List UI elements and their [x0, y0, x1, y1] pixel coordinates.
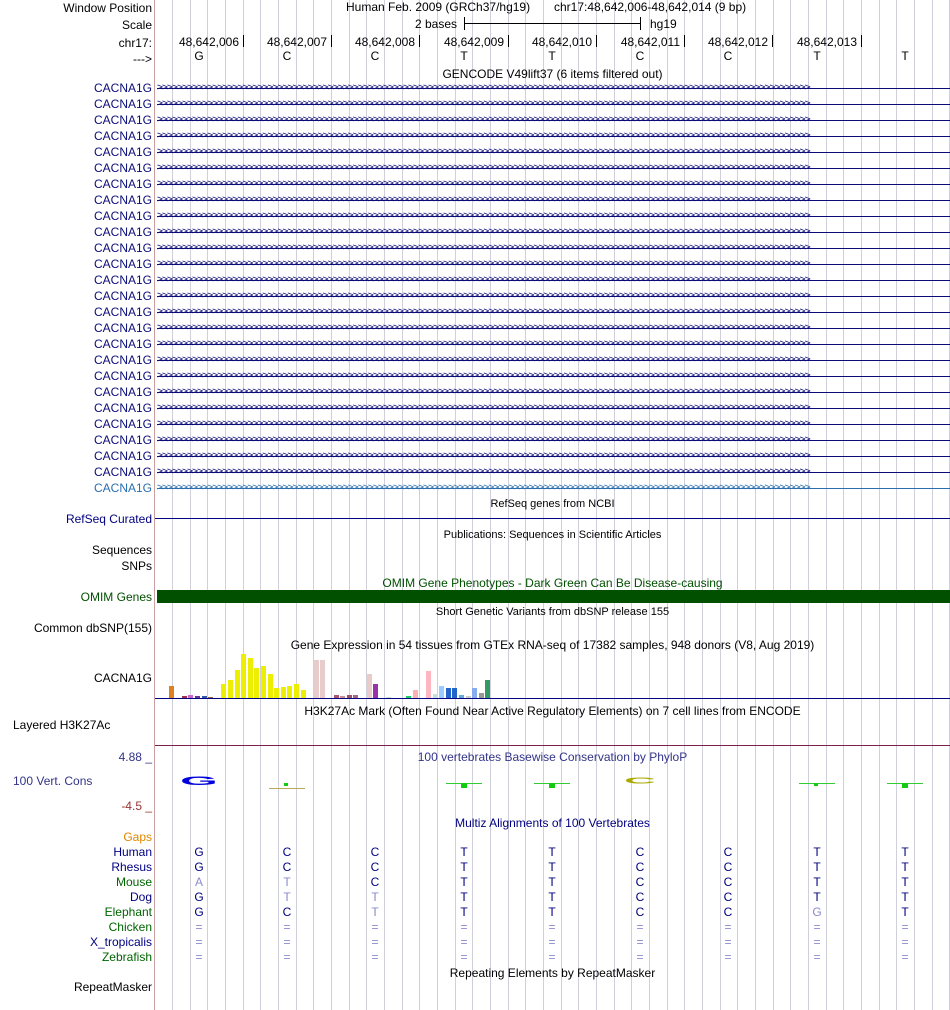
transcript-label[interactable]: CACNA1G: [93, 241, 152, 255]
transcript-strand-arrows: >>>>>>>>>>>>>>>>>>>>>>>>>>>>>>>>>>>>>>>>>>>>>>>>>>>>>>>>>>>>>>>>>>>>>>>>>>>>>>>>>>>>>>>>>>>>>>>>>>>>>>>>>>>>>>>>>>>>>>>>>>>>>>>>>>: [157, 210, 810, 219]
transcript-label[interactable]: CACNA1G: [93, 481, 152, 495]
coordinate-tick: [861, 35, 862, 47]
aligned-base: =: [901, 935, 909, 949]
aligned-base: C: [370, 860, 380, 874]
gtex-bar[interactable]: [320, 660, 325, 698]
coordinate-label: 48,642,007: [266, 35, 327, 49]
coordinate-tick: [243, 35, 244, 47]
coordinate-label: 48,642,008: [354, 35, 415, 49]
coordinate-tick: [508, 35, 509, 47]
transcript-label[interactable]: CACNA1G: [93, 113, 152, 127]
reference-base: G: [194, 49, 204, 63]
gtex-bar[interactable]: [373, 684, 378, 698]
transcript-strand-arrows: >>>>>>>>>>>>>>>>>>>>>>>>>>>>>>>>>>>>>>>>>>>>>>>>>>>>>>>>>>>>>>>>>>>>>>>>>>>>>>>>>>>>>>>>>>>>>>>>>>>>>>>>>>>>>>>>>>>>>>>>>>>>>>>>>>: [157, 434, 810, 443]
aligned-base: =: [636, 950, 644, 964]
gtex-bar[interactable]: [281, 687, 286, 698]
aligned-base: C: [635, 905, 645, 919]
window-position[interactable]: chr17:48,642,006-48,642,014 (9 bp): [554, 0, 747, 14]
aligned-base: G: [194, 845, 204, 859]
scale-label: Scale: [121, 18, 152, 32]
transcript-label[interactable]: CACNA1G: [93, 385, 152, 399]
aligned-base: =: [813, 950, 821, 964]
aligned-base: =: [901, 950, 909, 964]
gtex-bar[interactable]: [446, 688, 451, 698]
gtex-bar[interactable]: [169, 686, 174, 698]
transcript-strand-arrows: >>>>>>>>>>>>>>>>>>>>>>>>>>>>>>>>>>>>>>>>>>>>>>>>>>>>>>>>>>>>>>>>>>>>>>>>>>>>>>>>>>>>>>>>>>>>>>>>>>>>>>>>>>>>>>>>>>>>>>>>>>>>>>>>>>: [157, 146, 810, 155]
reference-base: C: [370, 49, 380, 63]
scale-bar: [464, 23, 641, 24]
transcript-strand-arrows: >>>>>>>>>>>>>>>>>>>>>>>>>>>>>>>>>>>>>>>>>>>>>>>>>>>>>>>>>>>>>>>>>>>>>>>>>>>>>>>>>>>>>>>>>>>>>>>>>>>>>>>>>>>>>>>>>>>>>>>>>>>>>>>>>>: [157, 194, 810, 203]
aligned-base: T: [460, 860, 468, 874]
transcript-strand-arrows: >>>>>>>>>>>>>>>>>>>>>>>>>>>>>>>>>>>>>>>>>>>>>>>>>>>>>>>>>>>>>>>>>>>>>>>>>>>>>>>>>>>>>>>>>>>>>>>>>>>>>>>>>>>>>>>>>>>>>>>>>>>>>>>>>>: [157, 354, 810, 363]
gtex-bar[interactable]: [221, 684, 226, 698]
aligned-base: T: [813, 860, 821, 874]
gtex-bar[interactable]: [261, 666, 266, 698]
coordinate-label: 48,642,006: [178, 35, 239, 49]
gtex-bar[interactable]: [248, 658, 253, 698]
species-label[interactable]: Human: [113, 845, 152, 859]
aligned-base: =: [460, 920, 468, 934]
phylop-dot: [549, 783, 555, 788]
aligned-base: T: [283, 875, 291, 889]
transcript-strand-arrows: >>>>>>>>>>>>>>>>>>>>>>>>>>>>>>>>>>>>>>>>>>>>>>>>>>>>>>>>>>>>>>>>>>>>>>>>>>>>>>>>>>>>>>>>>>>>>>>>>>>>>>>>>>>>>>>>>>>>>>>>>>>>>>>>>>: [157, 226, 810, 235]
transcript-label[interactable]: CACNA1G: [93, 369, 152, 383]
aligned-base: T: [460, 905, 468, 919]
aligned-base: =: [283, 920, 291, 934]
aligned-base: =: [724, 935, 732, 949]
sequences-label[interactable]: Sequences: [91, 543, 152, 557]
aligned-base: C: [723, 890, 733, 904]
transcript-strand-arrows: >>>>>>>>>>>>>>>>>>>>>>>>>>>>>>>>>>>>>>>>>>>>>>>>>>>>>>>>>>>>>>>>>>>>>>>>>>>>>>>>>>>>>>>>>>>>>>>>>>>>>>>>>>>>>>>>>>>>>>>>>>>>>>>>>>: [157, 162, 810, 171]
transcript-strand-arrows: >>>>>>>>>>>>>>>>>>>>>>>>>>>>>>>>>>>>>>>>>>>>>>>>>>>>>>>>>>>>>>>>>>>>>>>>>>>>>>>>>>>>>>>>>>>>>>>>>>>>>>>>>>>>>>>>>>>>>>>>>>>>>>>>>>: [157, 338, 810, 347]
aligned-base: =: [283, 935, 291, 949]
transcript-label[interactable]: CACNA1G: [93, 193, 152, 207]
transcript-label[interactable]: CACNA1G: [93, 289, 152, 303]
gtex-bar[interactable]: [287, 686, 292, 698]
species-label[interactable]: Chicken: [108, 920, 152, 934]
coordinate-label: 48,642,012: [707, 35, 768, 49]
aligned-base: T: [371, 905, 379, 919]
aligned-base: G: [194, 860, 204, 874]
gaps-label: Gaps: [123, 830, 152, 844]
aligned-base: T: [813, 875, 821, 889]
snps-label[interactable]: SNPs: [121, 559, 152, 573]
transcript-label[interactable]: CACNA1G: [93, 449, 152, 463]
strand-label: --->: [133, 52, 152, 66]
phylop-dot: [814, 783, 818, 786]
omim-title[interactable]: OMIM Gene Phenotypes - Dark Green Can Be Disease-causing: [382, 576, 723, 590]
aligned-base: G: [194, 905, 204, 919]
aligned-base: T: [548, 845, 556, 859]
aligned-base: C: [723, 860, 733, 874]
coordinate-tick: [596, 35, 597, 47]
coordinate-tick: [772, 35, 773, 47]
aligned-base: T: [460, 845, 468, 859]
phylop-dot: [461, 783, 467, 788]
coordinate-label: 48,642,010: [531, 35, 592, 49]
refseq-label[interactable]: RefSeq Curated: [65, 512, 152, 526]
transcript-label[interactable]: CACNA1G: [93, 145, 152, 159]
transcript-label[interactable]: CACNA1G: [93, 305, 152, 319]
transcript-label[interactable]: CACNA1G: [93, 177, 152, 191]
transcript-strand-arrows: >>>>>>>>>>>>>>>>>>>>>>>>>>>>>>>>>>>>>>>>>>>>>>>>>>>>>>>>>>>>>>>>>>>>>>>>>>>>>>>>>>>>>>>>>>>>>>>>>>>>>>>>>>>>>>>>>>>>>>>>>>>>>>>>>>: [157, 82, 810, 91]
aligned-base: C: [635, 845, 645, 859]
phylop-tick: [269, 788, 305, 789]
phylop-dot: [284, 783, 288, 786]
aligned-base: T: [460, 890, 468, 904]
reference-base: T: [460, 49, 468, 63]
h3k27ac-label[interactable]: Layered H3K27Ac: [13, 718, 111, 732]
aligned-base: T: [813, 845, 821, 859]
transcript-label[interactable]: CACNA1G: [93, 417, 152, 431]
window-position-label: Window Position: [63, 1, 152, 15]
aligned-base: T: [548, 860, 556, 874]
aligned-base: T: [548, 890, 556, 904]
gtex-bar[interactable]: [472, 688, 477, 698]
transcript-label[interactable]: CACNA1G: [93, 337, 152, 351]
transcript-strand-arrows: >>>>>>>>>>>>>>>>>>>>>>>>>>>>>>>>>>>>>>>>>>>>>>>>>>>>>>>>>>>>>>>>>>>>>>>>>>>>>>>>>>>>>>>>>>>>>>>>>>>>>>>>>>>>>>>>>>>>>>>>>>>>>>>>>>: [157, 114, 810, 123]
reference-base: C: [282, 49, 292, 63]
phylop-logo-letter: G: [180, 773, 218, 788]
aligned-base: G: [812, 905, 822, 919]
aligned-base: G: [194, 890, 204, 904]
aligned-base: =: [371, 950, 379, 964]
transcript-label[interactable]: CACNA1G: [93, 97, 152, 111]
transcript-label[interactable]: CACNA1G: [93, 81, 152, 95]
scale-bar-right-tick: [640, 17, 641, 30]
gtex-bar[interactable]: [301, 690, 306, 698]
aligned-base: C: [635, 890, 645, 904]
aligned-base: =: [460, 935, 468, 949]
dbsnp-title[interactable]: Short Genetic Variants from dbSNP release 155: [435, 606, 670, 618]
aligned-base: T: [460, 875, 468, 889]
scale-bar-left-tick: [464, 17, 465, 30]
phylop-title[interactable]: 100 vertebrates Basewise Conservation by PhyloP: [417, 750, 688, 764]
transcript-strand-arrows: >>>>>>>>>>>>>>>>>>>>>>>>>>>>>>>>>>>>>>>>>>>>>>>>>>>>>>>>>>>>>>>>>>>>>>>>>>>>>>>>>>>>>>>>>>>>>>>>>>>>>>>>>>>>>>>>>>>>>>>>>>>>>>>>>>: [157, 98, 810, 107]
transcript-strand-arrows: >>>>>>>>>>>>>>>>>>>>>>>>>>>>>>>>>>>>>>>>>>>>>>>>>>>>>>>>>>>>>>>>>>>>>>>>>>>>>>>>>>>>>>>>>>>>>>>>>>>>>>>>>>>>>>>>>>>>>>>>>>>>>>>>>>: [157, 178, 810, 187]
gtex-label[interactable]: CACNA1G: [93, 671, 152, 685]
transcript-strand-arrows: >>>>>>>>>>>>>>>>>>>>>>>>>>>>>>>>>>>>>>>>>>>>>>>>>>>>>>>>>>>>>>>>>>>>>>>>>>>>>>>>>>>>>>>>>>>>>>>>>>>>>>>>>>>>>>>>>>>>>>>>>>>>>>>>>>: [157, 242, 810, 251]
aligned-base: T: [548, 905, 556, 919]
transcript-label[interactable]: CACNA1G: [93, 273, 152, 287]
gtex-title[interactable]: Gene Expression in 54 tissues from GTEx RNA-seq of 17382 samples, 948 donors (V8, Aug 2019): [290, 638, 815, 652]
aligned-base: =: [813, 935, 821, 949]
phylop-dot: [902, 783, 908, 788]
aligned-base: =: [901, 920, 909, 934]
transcript-strand-arrows: >>>>>>>>>>>>>>>>>>>>>>>>>>>>>>>>>>>>>>>>>>>>>>>>>>>>>>>>>>>>>>>>>>>>>>>>>>>>>>>>>>>>>>>>>>>>>>>>>>>>>>>>>>>>>>>>>>>>>>>>>>>>>>>>>>: [157, 322, 810, 331]
aligned-base: T: [901, 890, 909, 904]
aligned-base: =: [724, 920, 732, 934]
aligned-base: T: [901, 875, 909, 889]
omim-bar[interactable]: [157, 590, 950, 603]
transcript-strand-arrows: >>>>>>>>>>>>>>>>>>>>>>>>>>>>>>>>>>>>>>>>>>>>>>>>>>>>>>>>>>>>>>>>>>>>>>>>>>>>>>>>>>>>>>>>>>>>>>>>>>>>>>>>>>>>>>>>>>>>>>>>>>>>>>>>>>: [157, 274, 810, 283]
aligned-base: C: [635, 875, 645, 889]
coordinate-tick: [419, 35, 420, 47]
gtex-bar[interactable]: [274, 688, 279, 698]
aligned-base: =: [548, 920, 556, 934]
species-label[interactable]: Dog: [129, 890, 152, 904]
transcript-strand-arrows: >>>>>>>>>>>>>>>>>>>>>>>>>>>>>>>>>>>>>>>>>>>>>>>>>>>>>>>>>>>>>>>>>>>>>>>>>>>>>>>>>>>>>>>>>>>>>>>>>>>>>>>>>>>>>>>>>>>>>>>>>>>>>>>>>>: [157, 402, 810, 411]
aligned-base: =: [724, 950, 732, 964]
gtex-bar[interactable]: [485, 680, 490, 698]
species-label[interactable]: Elephant: [104, 905, 152, 919]
transcript-strand-arrows: >>>>>>>>>>>>>>>>>>>>>>>>>>>>>>>>>>>>>>>>>>>>>>>>>>>>>>>>>>>>>>>>>>>>>>>>>>>>>>>>>>>>>>>>>>>>>>>>>>>>>>>>>>>>>>>>>>>>>>>>>>>>>>>>>>: [157, 290, 810, 299]
transcript-strand-arrows: >>>>>>>>>>>>>>>>>>>>>>>>>>>>>>>>>>>>>>>>>>>>>>>>>>>>>>>>>>>>>>>>>>>>>>>>>>>>>>>>>>>>>>>>>>>>>>>>>>>>>>>>>>>>>>>>>>>>>>>>>>>>>>>>>>: [157, 466, 810, 475]
species-label[interactable]: Zebrafish: [101, 950, 152, 964]
repeatmasker-title[interactable]: Repeating Elements by RepeatMasker: [449, 966, 656, 980]
aligned-base: T: [548, 875, 556, 889]
gtex-bar[interactable]: [268, 674, 273, 698]
transcript-label[interactable]: CACNA1G: [93, 401, 152, 415]
aligned-base: C: [723, 905, 733, 919]
multiz-title[interactable]: Multiz Alignments of 100 Vertebrates: [455, 816, 650, 830]
aligned-base: T: [901, 860, 909, 874]
aligned-base: =: [636, 920, 644, 934]
gtex-bar[interactable]: [452, 688, 457, 698]
transcript-label[interactable]: CACNA1G: [93, 129, 152, 143]
aligned-base: =: [636, 935, 644, 949]
gtex-bar[interactable]: [367, 674, 372, 698]
phylop-min: -4.5 _: [121, 799, 152, 813]
h3k27ac-title[interactable]: H3K27Ac Mark (Often Found Near Active Regulatory Elements) on 7 cell lines from ENCODE: [304, 704, 801, 718]
aligned-base: =: [371, 920, 379, 934]
dbsnp-label[interactable]: Common dbSNP(155): [33, 621, 152, 635]
transcript-strand-arrows: >>>>>>>>>>>>>>>>>>>>>>>>>>>>>>>>>>>>>>>>>>>>>>>>>>>>>>>>>>>>>>>>>>>>>>>>>>>>>>>>>>>>>>>>>>>>>>>>>>>>>>>>>>>>>>>>>>>>>>>>>>>>>>>>>>: [157, 306, 810, 315]
aligned-base: =: [460, 950, 468, 964]
species-label[interactable]: Mouse: [115, 875, 152, 889]
aligned-base: T: [813, 890, 821, 904]
aligned-base: C: [370, 845, 380, 859]
aligned-base: T: [371, 890, 379, 904]
gtex-bar[interactable]: [413, 690, 418, 698]
aligned-base: C: [723, 845, 733, 859]
omim-label[interactable]: OMIM Genes: [80, 590, 152, 604]
aligned-base: T: [901, 845, 909, 859]
reference-base: C: [723, 49, 733, 63]
transcript-strand-arrows: >>>>>>>>>>>>>>>>>>>>>>>>>>>>>>>>>>>>>>>>>>>>>>>>>>>>>>>>>>>>>>>>>>>>>>>>>>>>>>>>>>>>>>>>>>>>>>>>>>>>>>>>>>>>>>>>>>>>>>>>>>>>>>>>>>: [157, 370, 810, 379]
refseq-line[interactable]: [155, 518, 950, 519]
transcript-strand-arrows: >>>>>>>>>>>>>>>>>>>>>>>>>>>>>>>>>>>>>>>>>>>>>>>>>>>>>>>>>>>>>>>>>>>>>>>>>>>>>>>>>>>>>>>>>>>>>>>>>>>>>>>>>>>>>>>>>>>>>>>>>>>>>>>>>>: [157, 450, 810, 459]
aligned-base: C: [370, 875, 380, 889]
aligned-base: T: [283, 890, 291, 904]
chrom-label: chr17:: [118, 36, 152, 50]
transcript-label[interactable]: CACNA1G: [93, 321, 152, 335]
refseq-title[interactable]: RefSeq genes from NCBI: [490, 498, 615, 510]
transcript-strand-arrows: >>>>>>>>>>>>>>>>>>>>>>>>>>>>>>>>>>>>>>>>>>>>>>>>>>>>>>>>>>>>>>>>>>>>>>>>>>>>>>>>>>>>>>>>>>>>>>>>>>>>>>>>>>>>>>>>>>>>>>>>>>>>>>>>>>: [157, 418, 810, 427]
assembly-name[interactable]: Human Feb. 2009 (GRCh37/hg19): [346, 0, 531, 14]
aligned-base: C: [282, 905, 292, 919]
gtex-bar[interactable]: [439, 686, 444, 698]
aligned-base: =: [813, 920, 821, 934]
gtex-bar[interactable]: [235, 670, 240, 698]
transcript-label[interactable]: CACNA1G: [93, 161, 152, 175]
reference-base: T: [548, 49, 556, 63]
aligned-base: =: [371, 935, 379, 949]
h3k27ac-line: [155, 745, 950, 746]
aligned-base: =: [195, 950, 203, 964]
transcript-label[interactable]: CACNA1G: [93, 465, 152, 479]
gtex-bar[interactable]: [254, 668, 259, 698]
coordinate-label: 48,642,013: [796, 35, 857, 49]
transcript-strand-arrows: >>>>>>>>>>>>>>>>>>>>>>>>>>>>>>>>>>>>>>>>>>>>>>>>>>>>>>>>>>>>>>>>>>>>>>>>>>>>>>>>>>>>>>>>>>>>>>>>>>>>>>>>>>>>>>>>>>>>>>>>>>>>>>>>>>: [157, 258, 810, 267]
gtex-bar[interactable]: [228, 680, 233, 698]
aligned-base: C: [282, 845, 292, 859]
gencode-title[interactable]: GENCODE V49lift37 (6 items filtered out): [442, 67, 663, 81]
gtex-bars[interactable]: [157, 652, 950, 698]
coordinate-label: 48,642,009: [443, 35, 504, 49]
transcript-label[interactable]: CACNA1G: [93, 433, 152, 447]
scale-bases: 2 bases: [415, 17, 458, 31]
coordinate-tick: [331, 35, 332, 47]
aligned-base: =: [548, 935, 556, 949]
aligned-base: A: [194, 875, 203, 889]
phylop-logo-letter: C: [624, 776, 656, 786]
aligned-base: =: [548, 950, 556, 964]
reference-base: T: [813, 49, 821, 63]
gtex-bar[interactable]: [426, 671, 431, 698]
phylop-max: 4.88 _: [118, 750, 152, 764]
transcript-label[interactable]: CACNA1G: [93, 353, 152, 367]
transcript-strand-arrows: >>>>>>>>>>>>>>>>>>>>>>>>>>>>>>>>>>>>>>>>>>>>>>>>>>>>>>>>>>>>>>>>>>>>>>>>>>>>>>>>>>>>>>>>>>>>>>>>>>>>>>>>>>>>>>>>>>>>>>>>>>>>>>>>>>: [157, 130, 810, 139]
aligned-base: C: [635, 860, 645, 874]
aligned-base: =: [283, 950, 291, 964]
reference-base: C: [635, 49, 645, 63]
aligned-base: =: [195, 935, 203, 949]
transcript-strand-arrows: >>>>>>>>>>>>>>>>>>>>>>>>>>>>>>>>>>>>>>>>>>>>>>>>>>>>>>>>>>>>>>>>>>>>>>>>>>>>>>>>>>>>>>>>>>>>>>>>>>>>>>>>>>>>>>>>>>>>>>>>>>>>>>>>>>: [157, 482, 810, 491]
gtex-bar[interactable]: [241, 654, 246, 698]
coordinate-tick: [684, 35, 685, 47]
phylop-label[interactable]: 100 Vert. Cons: [13, 774, 93, 788]
publications-title[interactable]: Publications: Sequences in Scientific Articles: [443, 529, 662, 541]
gtex-bar[interactable]: [294, 684, 299, 698]
aligned-base: =: [195, 920, 203, 934]
reference-base: T: [901, 49, 909, 63]
transcript-label[interactable]: CACNA1G: [93, 225, 152, 239]
species-label[interactable]: Rhesus: [111, 860, 152, 874]
gtex-baseline: [155, 698, 950, 699]
repeatmasker-label[interactable]: RepeatMasker: [73, 980, 152, 994]
transcript-label[interactable]: CACNA1G: [93, 257, 152, 271]
coordinate-label: 48,642,011: [620, 35, 680, 49]
species-label[interactable]: X_tropicalis: [89, 935, 152, 949]
transcript-strand-arrows: >>>>>>>>>>>>>>>>>>>>>>>>>>>>>>>>>>>>>>>>>>>>>>>>>>>>>>>>>>>>>>>>>>>>>>>>>>>>>>>>>>>>>>>>>>>>>>>>>>>>>>>>>>>>>>>>>>>>>>>>>>>>>>>>>>: [157, 386, 810, 395]
aligned-base: T: [901, 905, 909, 919]
aligned-base: C: [723, 875, 733, 889]
gtex-bar[interactable]: [314, 660, 319, 698]
scale-db: hg19: [650, 17, 677, 31]
transcript-label[interactable]: CACNA1G: [93, 209, 152, 223]
aligned-base: C: [282, 860, 292, 874]
